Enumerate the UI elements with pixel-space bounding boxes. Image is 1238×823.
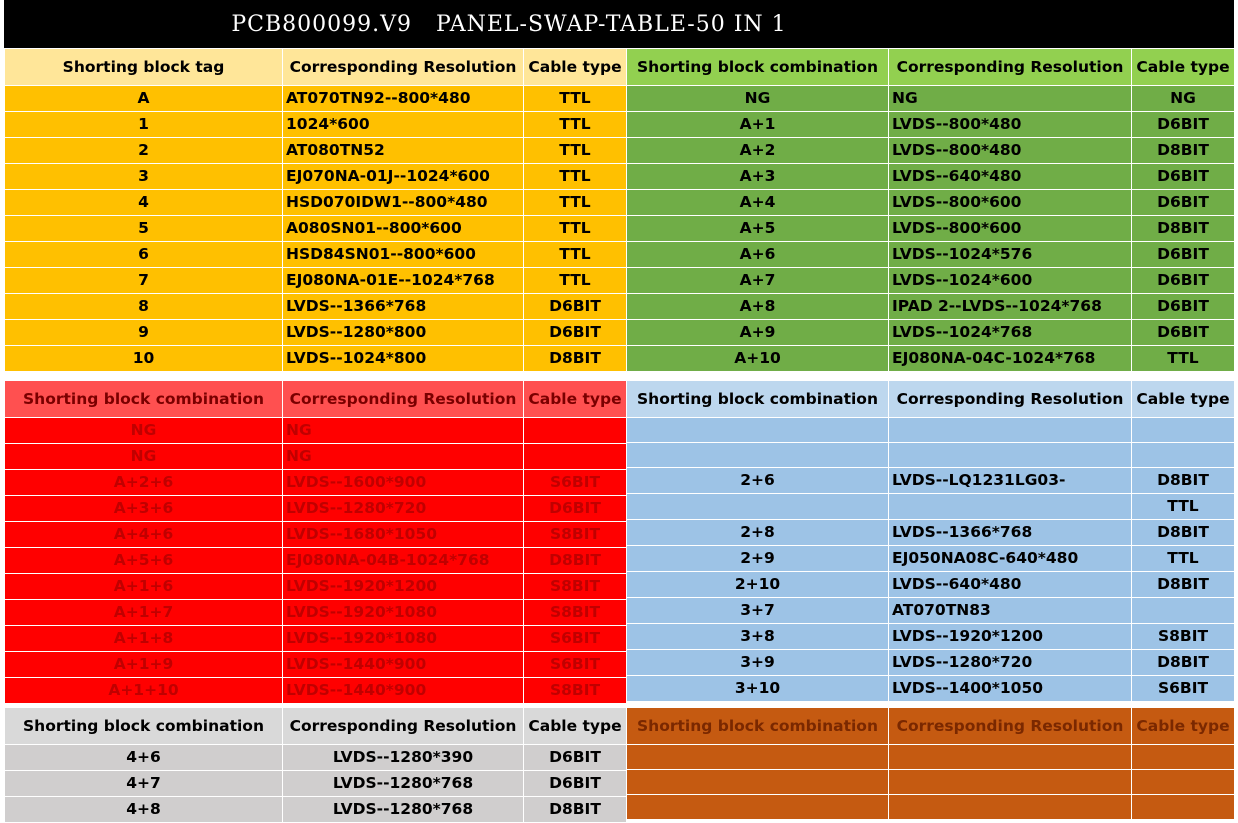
table-row bbox=[5, 138, 627, 164]
table-cell: EJ050NA08C-640*480 bbox=[889, 546, 1132, 572]
table-cell: 3+9 bbox=[627, 650, 889, 676]
table-cell bbox=[889, 494, 1132, 520]
table-row bbox=[5, 320, 627, 346]
table-row bbox=[627, 320, 1235, 346]
table-cell: A+1+10 bbox=[5, 678, 283, 704]
table-cell: A+3+6 bbox=[5, 496, 283, 522]
table-row bbox=[5, 745, 627, 771]
table-row bbox=[627, 418, 1235, 443]
table-row bbox=[627, 190, 1235, 216]
table-cell: LVDS--640*480 bbox=[889, 164, 1132, 190]
table-row bbox=[5, 216, 627, 242]
column-header: Corresponding Resolution bbox=[889, 49, 1132, 86]
table-cell: LVDS--1024*800 bbox=[283, 346, 524, 372]
table-cell: LVDS--800*480 bbox=[889, 112, 1132, 138]
table-cell: LVDS--640*480 bbox=[889, 572, 1132, 598]
table-cell: A+10 bbox=[627, 346, 889, 372]
column-header: Cable type bbox=[1132, 381, 1235, 418]
table-cell: LVDS--1024*576 bbox=[889, 242, 1132, 268]
table-row bbox=[627, 546, 1235, 572]
table-cell: D6BIT bbox=[1132, 164, 1235, 190]
table-cell bbox=[627, 795, 889, 820]
table-row bbox=[627, 294, 1235, 320]
table-row bbox=[5, 548, 627, 574]
table-cell: LVDS--1280*720 bbox=[283, 496, 524, 522]
table-cell: S8BIT bbox=[524, 678, 627, 704]
table-cell: A+3 bbox=[627, 164, 889, 190]
column-header: Shorting block combination bbox=[5, 708, 283, 745]
table-row bbox=[627, 745, 1235, 770]
table-cell: D8BIT bbox=[1132, 216, 1235, 242]
table-cell: LVDS--1680*1050 bbox=[283, 522, 524, 548]
table-cell: TTL bbox=[524, 86, 627, 112]
table-row bbox=[5, 652, 627, 678]
table-cell: LVDS--1280*720 bbox=[889, 650, 1132, 676]
table-row bbox=[5, 496, 627, 522]
table-cell: D8BIT bbox=[1132, 650, 1235, 676]
table-cell: TTL bbox=[524, 138, 627, 164]
table-cell: AT080TN52 bbox=[283, 138, 524, 164]
table-cell: AT070TN92--800*480 bbox=[283, 86, 524, 112]
table-cell: TTL bbox=[524, 216, 627, 242]
table-row bbox=[627, 770, 1235, 795]
table-row bbox=[5, 418, 627, 444]
table-row bbox=[627, 138, 1235, 164]
column-header: Shorting block combination bbox=[627, 381, 889, 418]
table-cell: A+1+7 bbox=[5, 600, 283, 626]
column-header: Cable type bbox=[1132, 49, 1235, 86]
table-cell: 6 bbox=[5, 242, 283, 268]
table-cell: S8BIT bbox=[524, 600, 627, 626]
table-cell: D8BIT bbox=[1132, 138, 1235, 164]
table-cell: LVDS--800*480 bbox=[889, 138, 1132, 164]
table-cell: HSD84SN01--800*600 bbox=[283, 242, 524, 268]
table-row bbox=[627, 86, 1235, 112]
table-cell: D6BIT bbox=[524, 320, 627, 346]
table-cell: LVDS--1440*900 bbox=[283, 652, 524, 678]
table-cell: 3+10 bbox=[627, 676, 889, 702]
table-cell: LVDS--1024*768 bbox=[889, 320, 1132, 346]
table-cell bbox=[627, 770, 889, 795]
column-header: Shorting block combination bbox=[627, 49, 889, 86]
table-cell: LVDS--1366*768 bbox=[889, 520, 1132, 546]
table-cell: LVDS--1280*768 bbox=[283, 771, 524, 797]
table-cell: 3 bbox=[5, 164, 283, 190]
column-header: Cable type bbox=[524, 708, 627, 745]
table-cell: TTL bbox=[1132, 546, 1235, 572]
table-row bbox=[627, 216, 1235, 242]
table-cell: A+8 bbox=[627, 294, 889, 320]
table-cell: NG bbox=[283, 444, 524, 470]
table-cell: EJ080NA-04B-1024*768 bbox=[283, 548, 524, 574]
table-cell: 2 bbox=[5, 138, 283, 164]
table-cell: A+1+6 bbox=[5, 574, 283, 600]
column-header: Corresponding Resolution bbox=[283, 381, 524, 418]
table-cell: 9 bbox=[5, 320, 283, 346]
table-cell bbox=[889, 745, 1132, 770]
table-cell: NG bbox=[5, 444, 283, 470]
table-cell bbox=[1132, 443, 1235, 468]
table-row bbox=[5, 678, 627, 704]
column-header: Corresponding Resolution bbox=[889, 381, 1132, 418]
table-cell: LVDS--1920*1080 bbox=[283, 626, 524, 652]
table-cell: D6BIT bbox=[1132, 112, 1235, 138]
table-cell: LVDS--1920*1080 bbox=[283, 600, 524, 626]
table-green bbox=[626, 48, 1235, 372]
table-row bbox=[627, 112, 1235, 138]
table-cell: 4 bbox=[5, 190, 283, 216]
table-cell: A+1+8 bbox=[5, 626, 283, 652]
table-cell: 4+7 bbox=[5, 771, 283, 797]
column-header: Shorting block tag bbox=[5, 49, 283, 86]
table-cell bbox=[1132, 418, 1235, 443]
header-row bbox=[627, 708, 1235, 745]
table-cell: LVDS--1366*768 bbox=[283, 294, 524, 320]
table-cell bbox=[627, 443, 889, 468]
table-cell: TTL bbox=[1132, 494, 1235, 520]
table-blue bbox=[626, 380, 1235, 702]
table-cell: S6BIT bbox=[524, 470, 627, 496]
table-cell: S8BIT bbox=[524, 574, 627, 600]
header-row bbox=[627, 381, 1235, 418]
table-cell bbox=[1132, 598, 1235, 624]
table-cell: LVDS--LQ1231LG03- bbox=[889, 468, 1132, 494]
table-row bbox=[5, 797, 627, 823]
table-cell: TTL bbox=[524, 242, 627, 268]
table-cell: LVDS--800*600 bbox=[889, 216, 1132, 242]
table-cell: EJ080NA-04C-1024*768 bbox=[889, 346, 1132, 372]
column-header: Shorting block combination bbox=[627, 708, 889, 745]
column-header: Cable type bbox=[524, 49, 627, 86]
table-cell: D8BIT bbox=[1132, 520, 1235, 546]
table-row bbox=[5, 444, 627, 470]
table-cell: A+5+6 bbox=[5, 548, 283, 574]
table-cell: D6BIT bbox=[1132, 268, 1235, 294]
table-cell: HSD070IDW1--800*480 bbox=[283, 190, 524, 216]
table-row bbox=[5, 190, 627, 216]
table-cell: 8 bbox=[5, 294, 283, 320]
column-header: Corresponding Resolution bbox=[889, 708, 1132, 745]
table-red bbox=[4, 380, 627, 704]
table-cell bbox=[1132, 770, 1235, 795]
table-row bbox=[5, 346, 627, 372]
table-cell bbox=[889, 795, 1132, 820]
table-row bbox=[627, 624, 1235, 650]
table-cell: NG bbox=[627, 86, 889, 112]
table-cell bbox=[627, 418, 889, 443]
table-cell: A+1+9 bbox=[5, 652, 283, 678]
table-cell: D6BIT bbox=[524, 745, 627, 771]
table-cell: LVDS--1280*390 bbox=[283, 745, 524, 771]
table-cell: A+9 bbox=[627, 320, 889, 346]
table-cell: A+4+6 bbox=[5, 522, 283, 548]
table-cell: LVDS--800*600 bbox=[889, 190, 1132, 216]
table-cell: A+1 bbox=[627, 112, 889, 138]
table-cell: 10 bbox=[5, 346, 283, 372]
table-cell: NG bbox=[1132, 86, 1235, 112]
table-row bbox=[627, 598, 1235, 624]
table-cell: 2+6 bbox=[627, 468, 889, 494]
sheet-title: PCB800099.V9 PANEL-SWAP-TABLE-50 IN 1 bbox=[4, 0, 1234, 48]
table-cell: 1024*600 bbox=[283, 112, 524, 138]
table-cell: 7 bbox=[5, 268, 283, 294]
table-cell: 1 bbox=[5, 112, 283, 138]
table-cell: A+7 bbox=[627, 268, 889, 294]
table-cell: A bbox=[5, 86, 283, 112]
table-cell: D8BIT bbox=[524, 548, 627, 574]
table-cell: LVDS--1400*1050 bbox=[889, 676, 1132, 702]
table-cell: A+5 bbox=[627, 216, 889, 242]
table-cell: LVDS--1440*900 bbox=[283, 678, 524, 704]
header-row bbox=[627, 49, 1235, 86]
table-cell: TTL bbox=[524, 190, 627, 216]
table-cell bbox=[889, 770, 1132, 795]
table-row bbox=[627, 494, 1235, 520]
table-cell: S6BIT bbox=[524, 626, 627, 652]
table-row bbox=[627, 795, 1235, 820]
table-cell: D8BIT bbox=[524, 346, 627, 372]
table-cell: NG bbox=[283, 418, 524, 444]
table-row bbox=[5, 470, 627, 496]
table-cell: D6BIT bbox=[1132, 294, 1235, 320]
table-cell: LVDS--1920*1200 bbox=[283, 574, 524, 600]
table-cell: EJ070NA-01J--1024*600 bbox=[283, 164, 524, 190]
table-row bbox=[5, 268, 627, 294]
table-cell: A+6 bbox=[627, 242, 889, 268]
table-cell: A+2 bbox=[627, 138, 889, 164]
table-brown bbox=[626, 707, 1235, 820]
table-cell: NG bbox=[5, 418, 283, 444]
table-row bbox=[627, 468, 1235, 494]
table-cell: A080SN01--800*600 bbox=[283, 216, 524, 242]
table-row bbox=[5, 112, 627, 138]
table-cell: LVDS--1600*900 bbox=[283, 470, 524, 496]
table-row bbox=[5, 294, 627, 320]
table-cell: 3+7 bbox=[627, 598, 889, 624]
table-cell: LVDS--1280*768 bbox=[283, 797, 524, 823]
table-cell: D8BIT bbox=[1132, 468, 1235, 494]
table-cell: D6BIT bbox=[524, 294, 627, 320]
header-row bbox=[5, 381, 627, 418]
table-cell: A+4 bbox=[627, 190, 889, 216]
table-cell: 5 bbox=[5, 216, 283, 242]
table-row bbox=[5, 600, 627, 626]
table-cell: TTL bbox=[524, 268, 627, 294]
table-row bbox=[5, 626, 627, 652]
table-cell: TTL bbox=[1132, 346, 1235, 372]
column-header: Corresponding Resolution bbox=[283, 49, 524, 86]
table-row bbox=[5, 574, 627, 600]
table-cell: S8BIT bbox=[524, 522, 627, 548]
table-cell: EJ080NA-01E--1024*768 bbox=[283, 268, 524, 294]
table-cell: D8BIT bbox=[1132, 572, 1235, 598]
table-cell: AT070TN83 bbox=[889, 598, 1132, 624]
table-cell: D8BIT bbox=[524, 797, 627, 823]
table-cell: D6BIT bbox=[1132, 190, 1235, 216]
table-cell bbox=[1132, 795, 1235, 820]
table-cell: 2+9 bbox=[627, 546, 889, 572]
table-row bbox=[5, 771, 627, 797]
table-row bbox=[627, 520, 1235, 546]
table-cell: IPAD 2--LVDS--1024*768 bbox=[889, 294, 1132, 320]
table-cell: 2+8 bbox=[627, 520, 889, 546]
table-cell bbox=[524, 444, 627, 470]
table-row bbox=[5, 164, 627, 190]
table-row bbox=[627, 650, 1235, 676]
table-cell: S6BIT bbox=[524, 652, 627, 678]
table-cell: D6BIT bbox=[524, 496, 627, 522]
header-row bbox=[5, 708, 627, 745]
table-cell: S8BIT bbox=[1132, 624, 1235, 650]
table-cell bbox=[627, 494, 889, 520]
table-row bbox=[5, 522, 627, 548]
column-header: Cable type bbox=[1132, 708, 1235, 745]
table-cell: D6BIT bbox=[1132, 320, 1235, 346]
table-cell bbox=[1132, 745, 1235, 770]
table-row bbox=[5, 86, 627, 112]
table-cell: S6BIT bbox=[1132, 676, 1235, 702]
header-row bbox=[5, 49, 627, 86]
table-row bbox=[627, 676, 1235, 702]
table-cell: 2+10 bbox=[627, 572, 889, 598]
table-cell: LVDS--1920*1200 bbox=[889, 624, 1132, 650]
table-row bbox=[5, 242, 627, 268]
table-cell bbox=[627, 745, 889, 770]
table-row bbox=[627, 268, 1235, 294]
table-cell: LVDS--1024*600 bbox=[889, 268, 1132, 294]
column-header: Cable type bbox=[524, 381, 627, 418]
table-cell: D6BIT bbox=[1132, 242, 1235, 268]
table-cell: 4+6 bbox=[5, 745, 283, 771]
table-cell bbox=[524, 418, 627, 444]
table-row bbox=[627, 572, 1235, 598]
table-row bbox=[627, 346, 1235, 372]
table-row bbox=[627, 443, 1235, 468]
column-header: Shorting block combination bbox=[5, 381, 283, 418]
table-row bbox=[627, 242, 1235, 268]
table-orange bbox=[4, 48, 627, 372]
table-gray bbox=[4, 707, 627, 823]
table-cell: NG bbox=[889, 86, 1132, 112]
table-row bbox=[627, 164, 1235, 190]
table-cell: A+2+6 bbox=[5, 470, 283, 496]
table-cell: 3+8 bbox=[627, 624, 889, 650]
table-cell: LVDS--1280*800 bbox=[283, 320, 524, 346]
table-cell: 4+8 bbox=[5, 797, 283, 823]
table-cell bbox=[889, 418, 1132, 443]
table-cell bbox=[889, 443, 1132, 468]
swap-table-sheet bbox=[4, 0, 1234, 818]
table-cell: TTL bbox=[524, 112, 627, 138]
table-cell: D6BIT bbox=[524, 771, 627, 797]
table-cell: TTL bbox=[524, 164, 627, 190]
column-header: Corresponding Resolution bbox=[283, 708, 524, 745]
